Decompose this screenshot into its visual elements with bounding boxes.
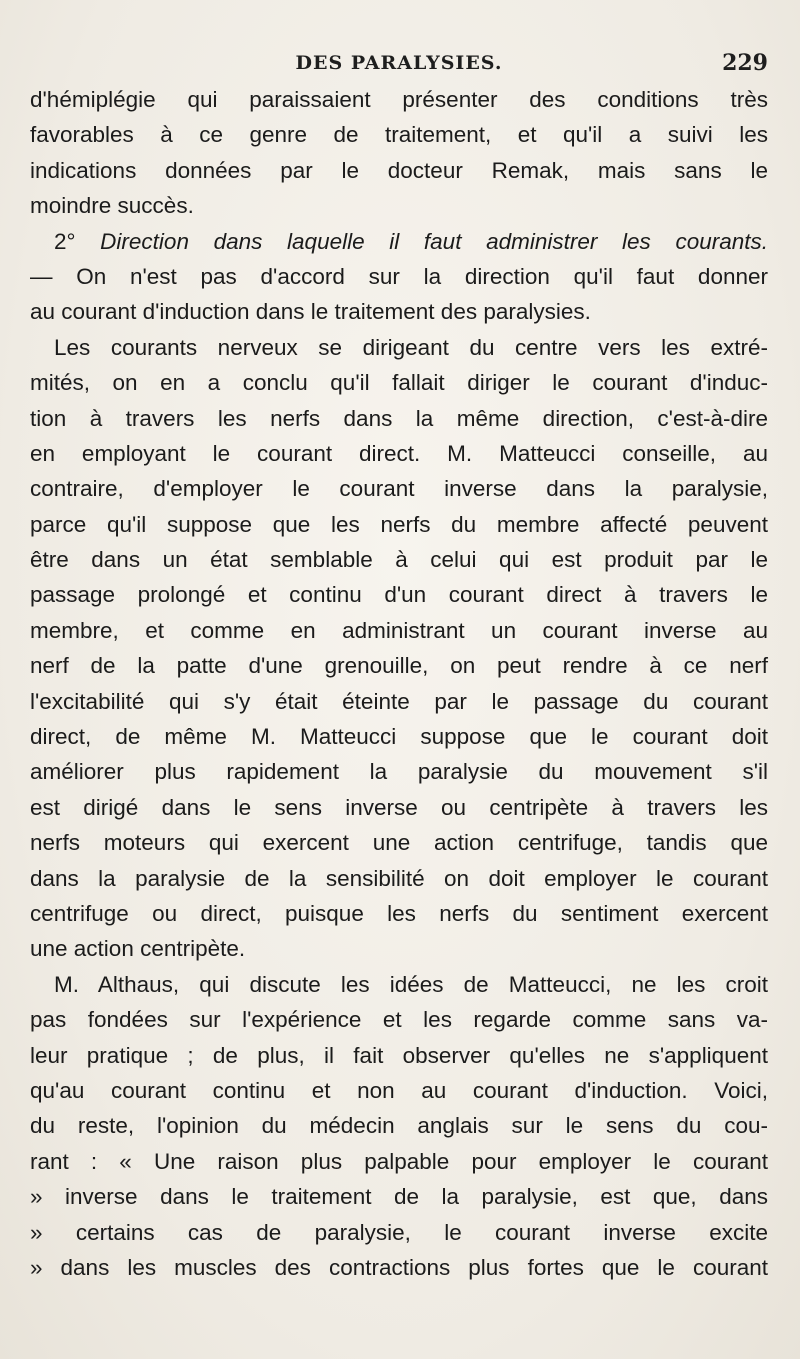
text-line: une action centripète. — [30, 936, 246, 962]
text-line: d'hémiplégie qui paraissaient présenter des conditions très — [30, 87, 768, 112]
text-line: rant : « Une raison plus palpable pour employer le courant — [30, 1148, 768, 1174]
text-line: » dans les muscles des contractions plus fortes que le courant — [30, 1254, 768, 1280]
text-line: M. Althaus, qui discute les idées de Matteucci, ne les croit — [54, 971, 768, 997]
text-line: pas fondées sur l'expérience et les regarde comme sans va- — [30, 1007, 768, 1033]
text-line: qu'au courant continu et non au courant d'induction. Voici, — [30, 1077, 768, 1103]
text-line: l'excitabilité qui s'y était éteinte par le passage du courant — [30, 688, 768, 714]
text-line: favorables à ce genre de traitement, et qu'il a suivi les — [30, 122, 768, 148]
text-line: au courant d'induction dans le traitement des paralysies. — [30, 299, 591, 325]
text-line: contraire, d'employer le courant inverse dans la paralysie, — [30, 476, 768, 502]
text-line: dans la paralysie de la sensibilité on doit employer le courant — [30, 865, 768, 891]
text-line: en employant le courant direct. M. Matteucci conseille, au — [30, 440, 768, 466]
running-title: DES PARALYSIES. — [295, 52, 503, 74]
text-line: est dirigé dans le sens inverse ou centripète à travers les — [30, 794, 768, 820]
text-line — [30, 224, 768, 259]
text-line: » inverse dans le traitement de la paralysie, est que, dans — [30, 1184, 768, 1210]
text-line: nerfs moteurs qui exercent une action centrifuge, tandis que — [30, 830, 768, 856]
text-line: centrifuge ou direct, puisque les nerfs du sentiment exercent — [30, 900, 768, 926]
text-line: du reste, l'opinion du médecin anglais sur le sens du cou- — [30, 1113, 768, 1139]
section-heading: Direction dans laquelle il faut administrer les courants. — [100, 228, 768, 254]
page-number: 229 — [722, 50, 768, 76]
text-line: passage prolongé et continu d'un courant direct à travers le — [30, 582, 768, 608]
text-line: Les courants nerveux se dirigeant du centre vers les extré- — [54, 334, 768, 360]
text-line: leur pratique ; de plus, il fait observer qu'elles ne s'appliquent — [30, 1042, 768, 1068]
text-line: améliorer plus rapidement la paralysie du mouvement s'il — [30, 759, 768, 785]
text-line: parce qu'il suppose que les nerfs du membre affecté peuvent — [30, 511, 768, 537]
section-number: 2° — [54, 228, 101, 254]
page-header — [30, 52, 768, 82]
text-line: indications données par le docteur Remak, mais sans le — [30, 157, 768, 183]
text-line: tion à travers les nerfs dans la même direction, c'est-à-dire — [30, 405, 768, 431]
text-line: direct, de même M. Matteucci suppose que le courant doit — [30, 724, 768, 750]
text-line: nerf de la patte d'une grenouille, on peut rendre à ce nerf — [30, 653, 768, 679]
text-line: être dans un état semblable à celui qui est produit par le — [30, 547, 768, 573]
text-line: membre, et comme en administrant un courant inverse au — [30, 617, 768, 643]
text-line: » certains cas de paralysie, le courant inverse excite — [30, 1219, 768, 1245]
text-line: mités, on en a conclu qu'il fallait diriger le courant d'induc- — [30, 370, 768, 396]
text-line: — On n'est pas d'accord sur la direction qu'il faut donner — [30, 263, 768, 289]
body-text — [30, 82, 768, 1285]
text-line: moindre succès. — [30, 193, 194, 219]
